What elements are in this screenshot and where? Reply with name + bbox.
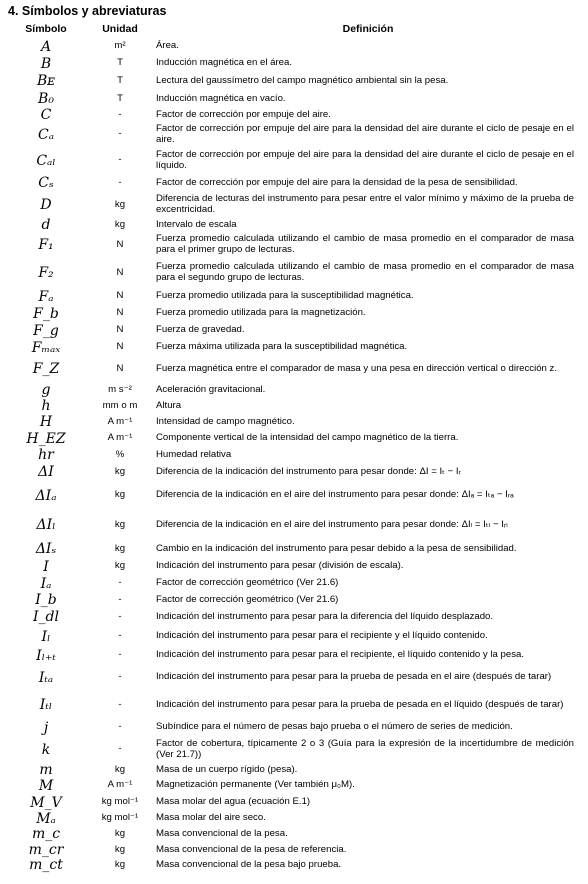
column-header-unit: Unidad <box>102 23 138 35</box>
table-row <box>8 463 580 481</box>
table-body <box>8 38 580 872</box>
unit-cell: A m⁻¹ <box>107 415 133 427</box>
definition-cell: Masa molar del aire seco. <box>156 812 266 824</box>
definition-cell: Masa de un cuerpo rígido (pesa). <box>156 763 298 775</box>
symbol-cell: F₂ <box>38 265 54 281</box>
definition-cell: Inducción magnética en el área. <box>156 57 292 69</box>
definition-cell: Área. <box>156 40 179 52</box>
unit-cell: kg mol⁻¹ <box>101 796 139 808</box>
table-row <box>8 430 580 447</box>
unit-cell: - <box>118 610 122 622</box>
definition-cell: Indicación del instrumento para pesar para la diferencia del líquido desplazado. <box>156 610 494 622</box>
symbol-cell: Mₐ <box>36 810 56 827</box>
table-row <box>8 763 580 777</box>
symbol-cell: Iₗ <box>41 628 51 645</box>
table-row <box>8 305 580 322</box>
unit-cell: kg <box>114 858 126 870</box>
symbol-cell: ΔIₗ <box>36 517 56 533</box>
definition-cell: Indicación del instrumento para pesar (división de escala). <box>156 560 404 572</box>
unit-cell: - <box>118 108 122 120</box>
symbol-cell: ΔI <box>38 464 54 480</box>
symbol-cell: M_V <box>30 794 62 811</box>
table-row <box>8 122 580 147</box>
definition-cell: Diferencia de la indicación en el aire del instrumento para pesar donde: ΔIₗ = Iₜₗ − Iᵣₗ <box>156 518 508 530</box>
symbol-cell: F_b <box>33 305 59 322</box>
definition-cell: Subíndice para el número de pesas bajo prueba o el número de series de medición. <box>156 721 513 733</box>
definition-cell: Fuerza de gravedad. <box>156 324 245 336</box>
symbol-cell: I <box>43 558 49 575</box>
table-row <box>8 55 580 72</box>
unit-cell: - <box>118 743 122 755</box>
symbol-cell: D <box>40 197 52 213</box>
unit-cell: kg <box>114 465 126 477</box>
symbol-cell: F_Z <box>32 361 60 377</box>
symbol-cell: Iₜₗ <box>39 697 53 713</box>
table-row <box>8 218 580 232</box>
definition-cell: Diferencia de lecturas del instrumento para pesar entre el valor mínimo y máximo de la prueba de excentricidad. <box>156 193 574 215</box>
unit-cell: kg <box>114 518 126 530</box>
symbol-cell: m_c <box>31 826 61 842</box>
table-row <box>8 232 580 258</box>
unit-cell: N <box>116 238 124 250</box>
table-row <box>8 90 580 108</box>
symbol-cell: Fₘₐₓ <box>31 339 61 356</box>
definition-cell: Cambio en la indicación del instrumento para pesar debido a la pesa de sensibilidad. <box>156 542 517 554</box>
unit-cell: kg <box>114 843 126 855</box>
symbol-cell: C <box>40 107 52 123</box>
symbol-cell: A <box>40 38 52 55</box>
unit-cell: A m⁻¹ <box>107 779 133 791</box>
symbol-cell: F_g <box>33 322 59 339</box>
symbol-cell: H <box>39 414 53 430</box>
table-row <box>8 288 580 305</box>
table-row <box>8 72 580 90</box>
definition-cell: Indicación del instrumento para pesar para el recipiente, el líquido contenido y la pesa. <box>156 649 524 661</box>
definition-cell: Diferencia de la indicación en el aire del instrumento para pesar donde: ΔIₐ = Iₜₐ − Iᵣₐ <box>156 489 514 501</box>
symbol-cell: Cₐ <box>38 126 54 143</box>
unit-cell: mm o m <box>102 399 138 411</box>
symbol-cell: hr <box>38 447 54 463</box>
symbol-cell: ΔIₛ <box>35 541 57 557</box>
unit-cell: - <box>118 649 122 661</box>
unit-cell: N <box>116 290 124 302</box>
unit-cell: - <box>118 721 122 733</box>
definition-cell: Fuerza promedio utilizada para la susceptibilidad magnética. <box>156 290 414 302</box>
table-row <box>8 147 580 174</box>
table-row <box>8 794 580 811</box>
unit-cell: % <box>115 448 125 460</box>
symbol-cell: h <box>41 398 51 414</box>
table-row <box>8 447 580 463</box>
table-row <box>8 398 580 414</box>
table-row <box>8 647 580 664</box>
definition-cell: Factor de corrección geométrico (Ver 21.6) <box>156 577 339 589</box>
unit-cell: - <box>118 154 122 166</box>
unit-cell: kg <box>114 198 126 210</box>
table-row <box>8 826 580 842</box>
definition-cell: Intensidad de campo magnético. <box>156 415 295 427</box>
table-row <box>8 858 580 872</box>
table-row <box>8 356 580 382</box>
table-row <box>8 777 580 794</box>
table-row <box>8 192 580 218</box>
unit-cell: kg <box>114 489 126 501</box>
symbol-cell: B₀ <box>38 91 54 107</box>
definition-cell: Masa convencional de la pesa de referencia. <box>156 843 347 855</box>
table-row <box>8 626 580 647</box>
definition-cell: Factor de corrección por empuje del aire para la densidad de la pesa de sensibilidad. <box>156 176 518 188</box>
symbol-cell: Cₐₗ <box>36 152 56 169</box>
table-row <box>8 510 580 540</box>
table-row <box>8 540 580 558</box>
symbol-cell: I_b <box>35 592 57 608</box>
table-row <box>8 382 580 398</box>
definition-cell: Diferencia de la indicación del instrumento para pesar donde: ΔI = Iₜ − Iᵣ <box>156 465 461 477</box>
table-row <box>8 736 580 763</box>
definition-cell: Lectura del gaussímetro del campo magnético ambiental sin la pesa. <box>156 74 449 86</box>
symbol-cell: ΔIₐ <box>35 487 57 504</box>
symbol-cell: m_ct <box>29 857 63 873</box>
unit-cell: - <box>118 176 122 188</box>
symbol-cell: F₁ <box>38 237 54 253</box>
definition-cell: Fuerza promedio calculada utilizando el cambio de masa promedio en el comparador de masa para el segundo grupo de lecturas. <box>156 261 574 283</box>
definition-cell: Aceleración gravitacional. <box>156 383 266 395</box>
unit-cell: m² <box>114 40 126 52</box>
definition-cell: Factor de corrección geométrico (Ver 21.6) <box>156 593 339 605</box>
symbol-cell: Iₜₐ <box>38 669 54 686</box>
symbol-cell: d <box>41 217 51 233</box>
definition-cell: Altura <box>156 399 182 411</box>
unit-cell: - <box>118 630 122 642</box>
symbol-cell: M <box>38 777 54 794</box>
definition-cell: Masa molar del agua (ecuación E.1) <box>156 796 311 808</box>
table-row <box>8 719 580 736</box>
unit-cell: T <box>117 57 123 69</box>
definition-cell: Intervalo de escala <box>156 218 237 230</box>
column-header-definition: Definición <box>342 23 394 35</box>
symbol-cell: g <box>41 382 51 398</box>
symbol-cell: Iₐ <box>40 575 52 592</box>
definition-cell: Factor de corrección por empuje del aire para la densidad del aire durante el ciclo de pesaje en el líquido. <box>156 148 574 171</box>
definition-cell: Factor de corrección por empuje del aire para la densidad del aire durante el ciclo de pesaje en el aire. <box>156 122 574 145</box>
definition-cell: Factor de corrección por empuje del aire. <box>156 108 331 120</box>
unit-cell: T <box>117 74 123 86</box>
symbol-cell: Iₗ₊ₜ <box>36 647 56 664</box>
table-header <box>8 22 580 38</box>
table-row <box>8 811 580 826</box>
table-row <box>8 322 580 339</box>
definition-cell: Masa convencional de la pesa. <box>156 827 288 839</box>
definition-cell: Indicación del instrumento para pesar para la prueba de pesada en el aire (después de tarar) <box>156 671 552 683</box>
definition-cell: Humedad relativa <box>156 448 232 460</box>
table-row <box>8 558 580 575</box>
table-row <box>8 691 580 719</box>
unit-cell: N <box>116 324 124 336</box>
section-heading: 4. Símbolos y abreviaturas <box>8 4 167 18</box>
symbol-cell: B <box>40 55 52 72</box>
definition-cell: Factor de cobertura, típicamente 2 o 3 (Guía para la expresión de la incertidumbre de medición (Ver 21.7)) <box>156 737 574 760</box>
table-row <box>8 38 580 55</box>
table-row <box>8 481 580 510</box>
unit-cell: - <box>118 698 122 710</box>
definition-cell: Fuerza promedio utilizada para la magnetización. <box>156 307 366 319</box>
definition-cell: Inducción magnética en vacío. <box>156 92 286 104</box>
table-row <box>8 664 580 691</box>
definition-cell: Fuerza máxima utilizada para la susceptibilidad magnética. <box>156 341 408 353</box>
definition-cell: Componente vertical de la intensidad del campo magnético de la tierra. <box>156 432 459 444</box>
table-row <box>8 842 580 858</box>
symbol-cell: Fₐ <box>38 288 54 305</box>
table-row <box>8 339 580 356</box>
definition-cell: Indicación del instrumento para pesar para la prueba de pesada en el líquido (después de tarar) <box>156 698 564 710</box>
unit-cell: - <box>118 593 122 605</box>
column-header-symbol: Símbolo <box>25 23 67 35</box>
unit-cell: N <box>116 341 124 353</box>
definition-cell: Magnetización permanente (Ver también μ₀M). <box>156 779 355 791</box>
unit-cell: kg <box>114 827 126 839</box>
symbol-cell: k <box>41 741 51 758</box>
unit-cell: N <box>116 307 124 319</box>
definition-cell: Masa convencional de la pesa bajo prueba. <box>156 858 342 870</box>
unit-cell: N <box>116 362 124 374</box>
table-row <box>8 174 580 192</box>
unit-cell: T <box>117 92 123 104</box>
symbol-cell: I_dl <box>33 609 59 625</box>
symbol-cell: m <box>39 762 53 778</box>
unit-cell: N <box>116 266 124 278</box>
table-row <box>8 258 580 288</box>
unit-cell: kg mol⁻¹ <box>101 812 139 824</box>
table-row <box>8 575 580 592</box>
definition-cell: Fuerza magnética entre el comparador de masa y una pesa en dirección vertical o dirección z. <box>156 362 558 374</box>
definition-cell: Indicación del instrumento para pesar para el recipiente y el líquido contenido. <box>156 630 488 642</box>
symbol-cell: Bᴇ <box>36 73 56 89</box>
table-row <box>8 608 580 626</box>
unit-cell: m s⁻² <box>108 383 132 395</box>
symbols-table <box>8 22 580 872</box>
unit-cell: kg <box>114 542 126 554</box>
unit-cell: kg <box>114 763 126 775</box>
symbol-cell: j <box>43 719 49 736</box>
symbol-cell: m_cr <box>28 842 64 858</box>
symbol-cell: Cₛ <box>38 175 54 191</box>
unit-cell: kg <box>114 560 126 572</box>
unit-cell: kg <box>114 218 126 230</box>
unit-cell: - <box>118 577 122 589</box>
table-row <box>8 414 580 430</box>
symbol-cell: H_EZ <box>26 430 66 447</box>
definition-cell: Fuerza promedio calculada utilizando el cambio de masa promedio en el comparador de masa para el primer grupo de lecturas. <box>156 233 574 255</box>
table-row <box>8 592 580 608</box>
unit-cell: - <box>118 128 122 140</box>
unit-cell: - <box>118 671 122 683</box>
unit-cell: A m⁻¹ <box>107 432 133 444</box>
table-row <box>8 108 580 122</box>
